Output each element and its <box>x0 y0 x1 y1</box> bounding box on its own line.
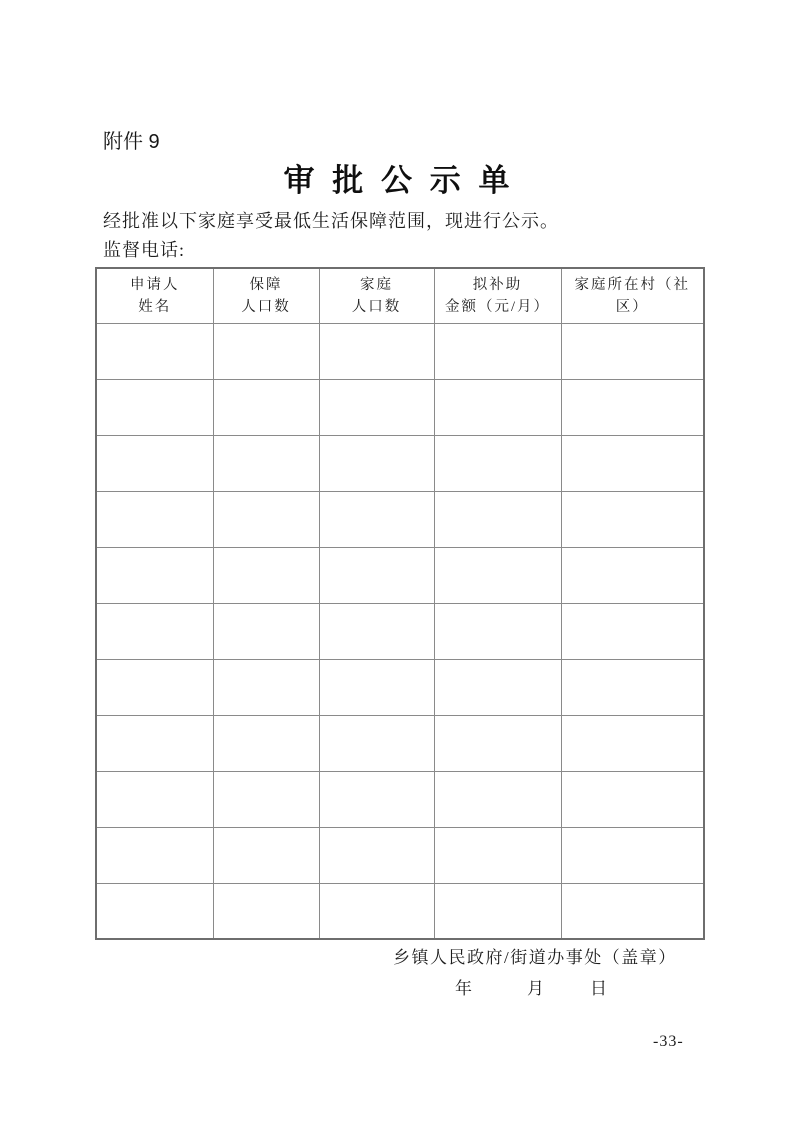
table-cell-empty <box>434 323 561 379</box>
table-cell-empty <box>213 603 319 659</box>
table-cell-empty <box>319 603 434 659</box>
column-header-line: 人口数 <box>241 298 291 315</box>
table-cell-empty <box>319 379 434 435</box>
table-cell-empty <box>319 883 434 939</box>
table-cell-empty <box>213 771 319 827</box>
table-cell-empty <box>96 883 213 939</box>
table-cell-empty <box>561 547 704 603</box>
table-row <box>96 435 704 491</box>
table-cell-empty <box>434 547 561 603</box>
table-row <box>96 771 704 827</box>
table-cell-empty <box>213 491 319 547</box>
table-cell-empty <box>96 435 213 491</box>
table-row <box>96 659 704 715</box>
table-cell-empty <box>213 379 319 435</box>
column-header-line: 家庭所在村（社区） <box>574 276 690 315</box>
table-cell-empty <box>561 659 704 715</box>
table-row <box>96 323 704 379</box>
table-cell-empty <box>213 715 319 771</box>
column-header-guaranteed-population <box>213 268 319 323</box>
table-cell-empty <box>434 603 561 659</box>
date-day-label: 日 <box>590 979 607 998</box>
column-header-line: 保障 <box>249 276 283 293</box>
table-cell-empty <box>213 323 319 379</box>
table-cell-empty <box>96 659 213 715</box>
intro-text: 经批准以下家庭享受最低生活保障范围，现进行公示。 <box>103 211 559 231</box>
table-cell-empty <box>319 715 434 771</box>
table-cell-empty <box>213 883 319 939</box>
table-cell-empty <box>434 435 561 491</box>
table-cell-empty <box>96 323 213 379</box>
table-cell-empty <box>434 883 561 939</box>
table-cell-empty <box>319 323 434 379</box>
table-cell-empty <box>434 379 561 435</box>
column-header-applicant-name <box>96 268 213 323</box>
column-header-line: 姓名 <box>138 298 172 315</box>
table-cell-empty <box>561 379 704 435</box>
table-cell-empty <box>213 435 319 491</box>
table-row <box>96 547 704 603</box>
table-cell-empty <box>561 883 704 939</box>
table-cell-empty <box>96 603 213 659</box>
table-header-row <box>96 268 704 323</box>
table-row <box>96 491 704 547</box>
table-body <box>96 323 704 939</box>
table-cell-empty <box>434 491 561 547</box>
signature-seal-line: 乡镇人民政府/街道办事处（盖章） <box>393 948 677 967</box>
column-header-line: 人口数 <box>351 298 402 315</box>
table-row <box>96 379 704 435</box>
table-cell-empty <box>561 323 704 379</box>
supervision-phone-label: 监督电话: <box>103 240 186 260</box>
table-row <box>96 883 704 939</box>
column-header-family-village <box>561 268 704 323</box>
table-cell-empty <box>96 379 213 435</box>
table-cell-empty <box>319 435 434 491</box>
table-cell-empty <box>213 547 319 603</box>
table-cell-empty <box>213 827 319 883</box>
table-cell-empty <box>96 491 213 547</box>
column-header-line: 金额（元/月） <box>444 298 551 315</box>
attachment-label: 附件 9 <box>103 131 160 153</box>
column-header-family-population <box>319 268 434 323</box>
table-cell-empty <box>561 715 704 771</box>
table-cell-empty <box>213 659 319 715</box>
date-year-label: 年 <box>455 979 472 998</box>
table-cell-empty <box>434 715 561 771</box>
table-cell-empty <box>319 771 434 827</box>
table-row <box>96 603 704 659</box>
table-cell-empty <box>561 771 704 827</box>
column-header-line: 申请人 <box>130 276 180 293</box>
table-cell-empty <box>319 827 434 883</box>
page-number: -33- <box>653 1033 684 1050</box>
table-row <box>96 827 704 883</box>
table-cell-empty <box>319 547 434 603</box>
column-header-proposed-subsidy <box>434 268 561 323</box>
table-cell-empty <box>561 603 704 659</box>
table-cell-empty <box>319 491 434 547</box>
table-cell-empty <box>434 771 561 827</box>
table-cell-empty <box>96 715 213 771</box>
date-month-label: 月 <box>527 979 544 998</box>
table-cell-empty <box>561 435 704 491</box>
column-header-line: 拟补助 <box>472 276 523 293</box>
table-row <box>96 715 704 771</box>
table-header <box>96 268 704 323</box>
date-line <box>455 977 607 1001</box>
column-header-line: 家庭 <box>360 276 393 293</box>
table-cell-empty <box>434 659 561 715</box>
table-cell-empty <box>561 491 704 547</box>
table-cell-empty <box>96 547 213 603</box>
table-cell-empty <box>319 659 434 715</box>
approval-public-notice-table <box>95 267 705 940</box>
table-cell-empty <box>96 771 213 827</box>
table-cell-empty <box>96 827 213 883</box>
table-cell-empty <box>434 827 561 883</box>
page-title: 审 批 公 示 单 <box>283 163 515 198</box>
table-cell-empty <box>561 827 704 883</box>
